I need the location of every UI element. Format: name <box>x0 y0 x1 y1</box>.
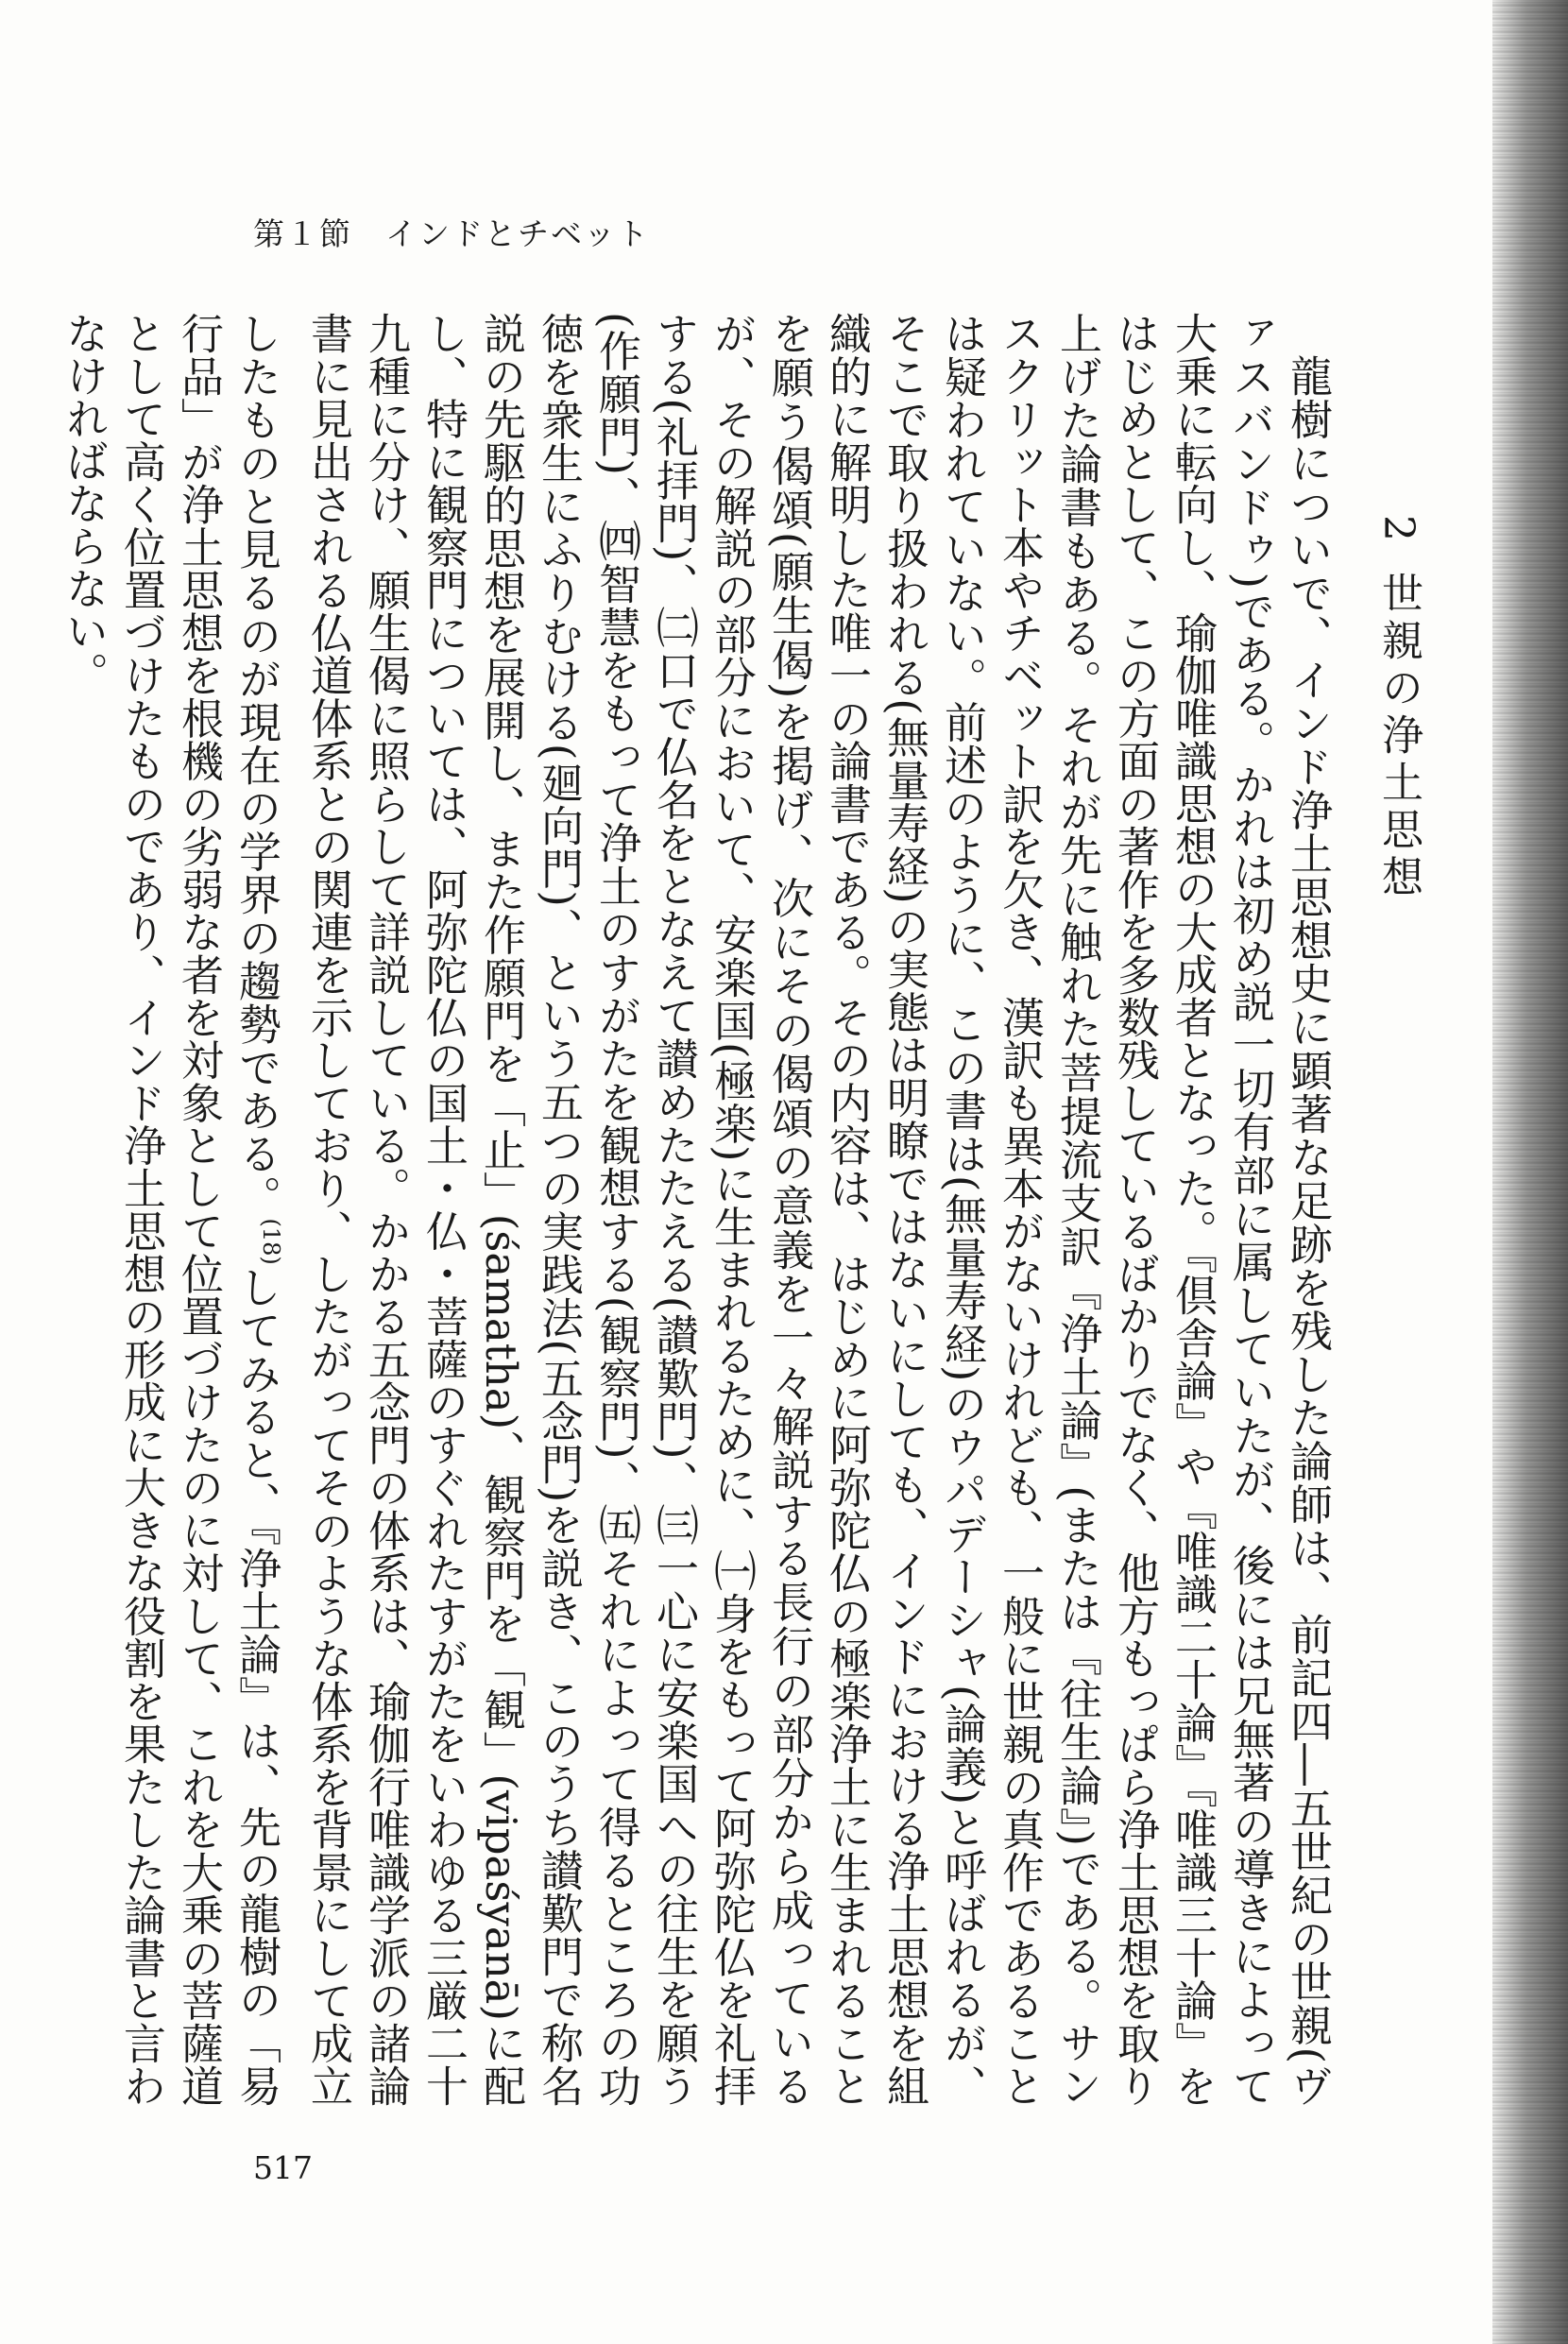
body-text <box>59 312 1337 2108</box>
paragraph-main: 龍樹についで、インド浄土思想史に顕著な足跡を残した論師は、前記四―五世紀の世親(ヴァスバンドゥ)である。かれは初め説一切有部に属していたが、後には兄無著の導きによって大乗に転向し、瑜伽唯識思想の大成者となった。『倶舎論』や『唯識二十論』『唯識三十論』をはじめとして、この方面の著作を多数残しているばかりでなく、他方もっぱら浄土思想を取り上げた論書もある。それが先に触れた菩提流支訳『浄土論』(または『往生論』)である。サンスクリット本やチベット訳を欠き、漢訳も異本がないけれども、一般に世親の真作であることは疑われていない。前述のように、この書は(無量寿経)のウパデーシャ(論義)と呼ばれるが、そこで取り扱われる(無量寿経)の実態は明瞭ではないにしても、インドにおける浄土思想を組織的に解明した唯一の論書である。その内容は、はじめに阿弥陀仏の極楽浄土に生まれることを願う偈頌(願生偈)を掲げ、次にその偈頌の意義を一々解説する長行の部分から成っているが、その解説の部分において、安楽国(極楽)に生まれるために、㈠身をもって阿弥陀仏を礼拝する(礼拝門)、㈡口で仏名をとなえて讃めたたえる(讃歎門)、㈢一心に安楽国への往生を願う(作願門)、㈣智慧をもって浄土のすがたを観想する(観察門)、㈤それによって得るところの功徳を衆生にふりむける(廻向門)、という五つの実践法(五念門)を説き、このうち讃歎門で称名説の先駆的思想を展開し、また作願門を「止」(śamatha)、観察門を「観」(vipaśyanā)に配し、特に観察門については、阿弥陀仏の国土・仏・菩薩のすぐれたすがたをいわゆる三厳二十九種に分け、願生偈に照らして詳説している。かかる五念門の体系は、瑜伽行唯識学派の諸論書に見出される仏道体系との関連を示しており、したがってそのような体系を背景にして成立したものと見るのが現在の学界の趨勢である。 <box>231 312 1333 2107</box>
running-head: 第１節 インドとチベット <box>253 215 650 252</box>
section-heading <box>1370 515 1426 902</box>
scan-shadow-edge <box>1492 0 1568 2344</box>
paragraph-tail: してみると、『浄土論』は、先の龍樹の「易行品」が浄土思想を根機の劣弱な者を対象として位置づけたのに対して、これを大乗の菩薩道として高く位置づけたものであり、インド浄土思想の形成に大きな役割を果たした論書と言わなければならない。 <box>59 312 281 2108</box>
footnote-ref: (18) <box>258 1218 284 1265</box>
section-title: 世親の浄土思想 <box>1374 572 1423 902</box>
page-number: 517 <box>253 2149 313 2186</box>
body-paragraph <box>55 312 1337 2107</box>
section-number: 2 <box>1374 515 1423 547</box>
